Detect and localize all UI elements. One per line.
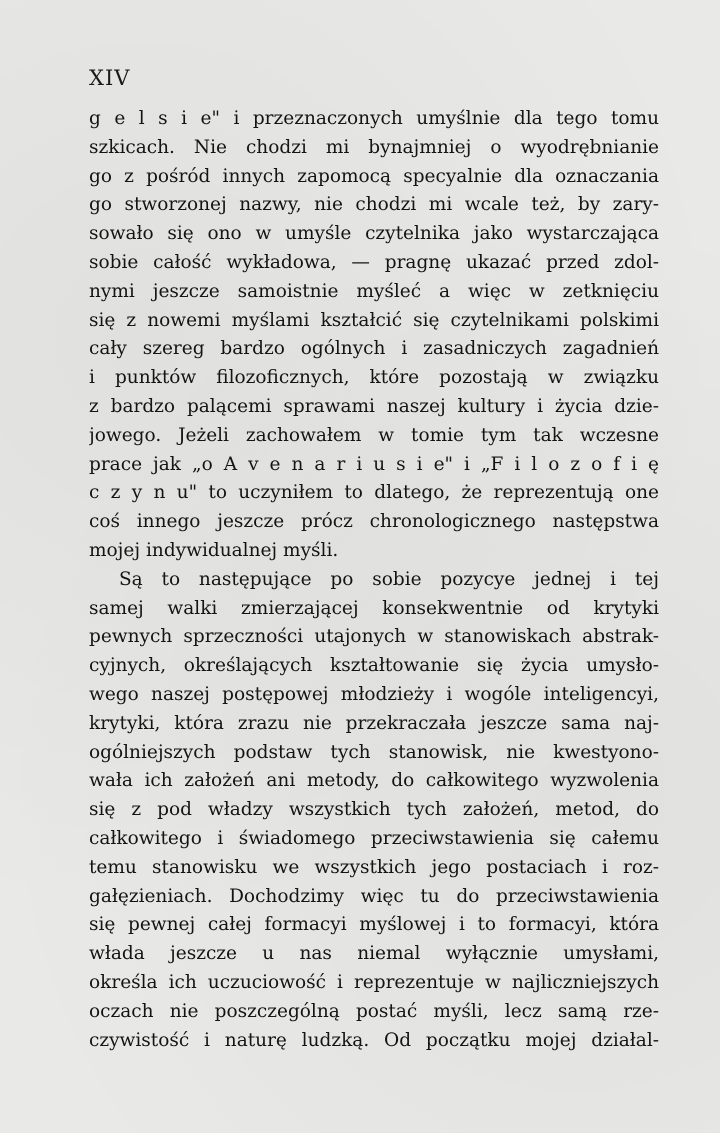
text-line: sowało się ono w umyśle czytelnika jako wystarczająca: [89, 223, 659, 245]
text-line: prace jak „o A v e n a r i u s i e" i „F i l o z o f i ę: [89, 453, 659, 475]
text-line: krytyki, która zrazu nie przekraczała jeszcze sama naj-: [89, 712, 659, 734]
text-line: coś innego jeszcze prócz chronologicznego następstwa: [89, 511, 659, 533]
text-line: się z nowemi myślami kształcić się czytelnikami polskimi: [89, 309, 659, 331]
text-line: ogólniejszych podstaw tych stanowisk, nie kwestyono-: [89, 741, 659, 763]
text-line: się pewnej całej formacyi myślowej i to formacyi, która: [89, 914, 659, 936]
text-line: cały szereg bardzo ogólnych i zasadniczych zagadnień: [89, 338, 659, 360]
paragraph-2: [89, 566, 659, 1056]
paragraph-1: [89, 105, 659, 566]
text-line: nymi jeszcze samoistnie myśleć a więc w zetknięciu: [89, 280, 659, 302]
text-line: określa ich uczuciowość i reprezentuje w najliczniejszych: [89, 971, 659, 993]
page-number: XIV: [89, 66, 131, 90]
text-line: włada jeszcze u nas niemal wyłącznie umysłami,: [89, 943, 659, 965]
text-line: szkicach. Nie chodzi mi bynajmniej o wyodrębnianie: [89, 136, 659, 158]
text-line: całkowitego i świadomego przeciwstawienia się całemu: [89, 827, 659, 849]
text-line: z bardzo palącemi sprawami naszej kultury i życia dzie-: [89, 395, 659, 417]
text-line: jowego. Jeżeli zachowałem w tomie tym tak wczesne: [89, 424, 659, 446]
body-text: [89, 105, 659, 1055]
text-line: sobie całość wykładowa, — pragnę ukazać przed zdol-: [89, 251, 659, 273]
text-line: go stworzonej nazwy, nie chodzi mi wcale też, by zary-: [89, 194, 659, 216]
text-line: go z pośród innych zapomocą specyalnie dla oznaczania: [89, 165, 659, 187]
text-line: pewnych sprzeczności utajonych w stanowiskach abstrak-: [89, 626, 659, 648]
text-line: Są to następujące po sobie pozycye jednej i tej: [119, 568, 659, 590]
text-line: czywistość i naturę ludzką. Od początku mojej działal-: [89, 1029, 659, 1051]
text-line: wała ich założeń ani metody, do całkowitego wyzwolenia: [89, 770, 659, 792]
text-line: cyjnych, określających kształtowanie się życia umysło-: [89, 655, 659, 677]
text-line: temu stanowisku we wszystkich jego postaciach i roz-: [89, 856, 659, 878]
text-line: c z y n u" to uczyniłem to dlatego, że reprezentują one: [89, 482, 659, 504]
text-line: się z pod władzy wszystkich tych założeń, metod, do: [89, 799, 659, 821]
text-line: i punktów filozoficznych, które pozostają w związku: [89, 367, 659, 389]
text-line: mojej indywidualnej myśli.: [89, 539, 339, 561]
text-line: samej walki zmierzającej konsekwentnie od krytyki: [89, 597, 659, 619]
text-line: gałęzieniach. Dochodzimy więc tu do przeciwstawienia: [89, 885, 659, 907]
text-line: wego naszej postępowej młodzieży i wogóle inteligencyi,: [89, 683, 659, 705]
text-line: g e l s i e" i przeznaczonych umyślnie dla tego tomu: [89, 108, 659, 129]
text-line: oczach nie poszczególną postać myśli, lecz samą rze-: [89, 1000, 659, 1022]
